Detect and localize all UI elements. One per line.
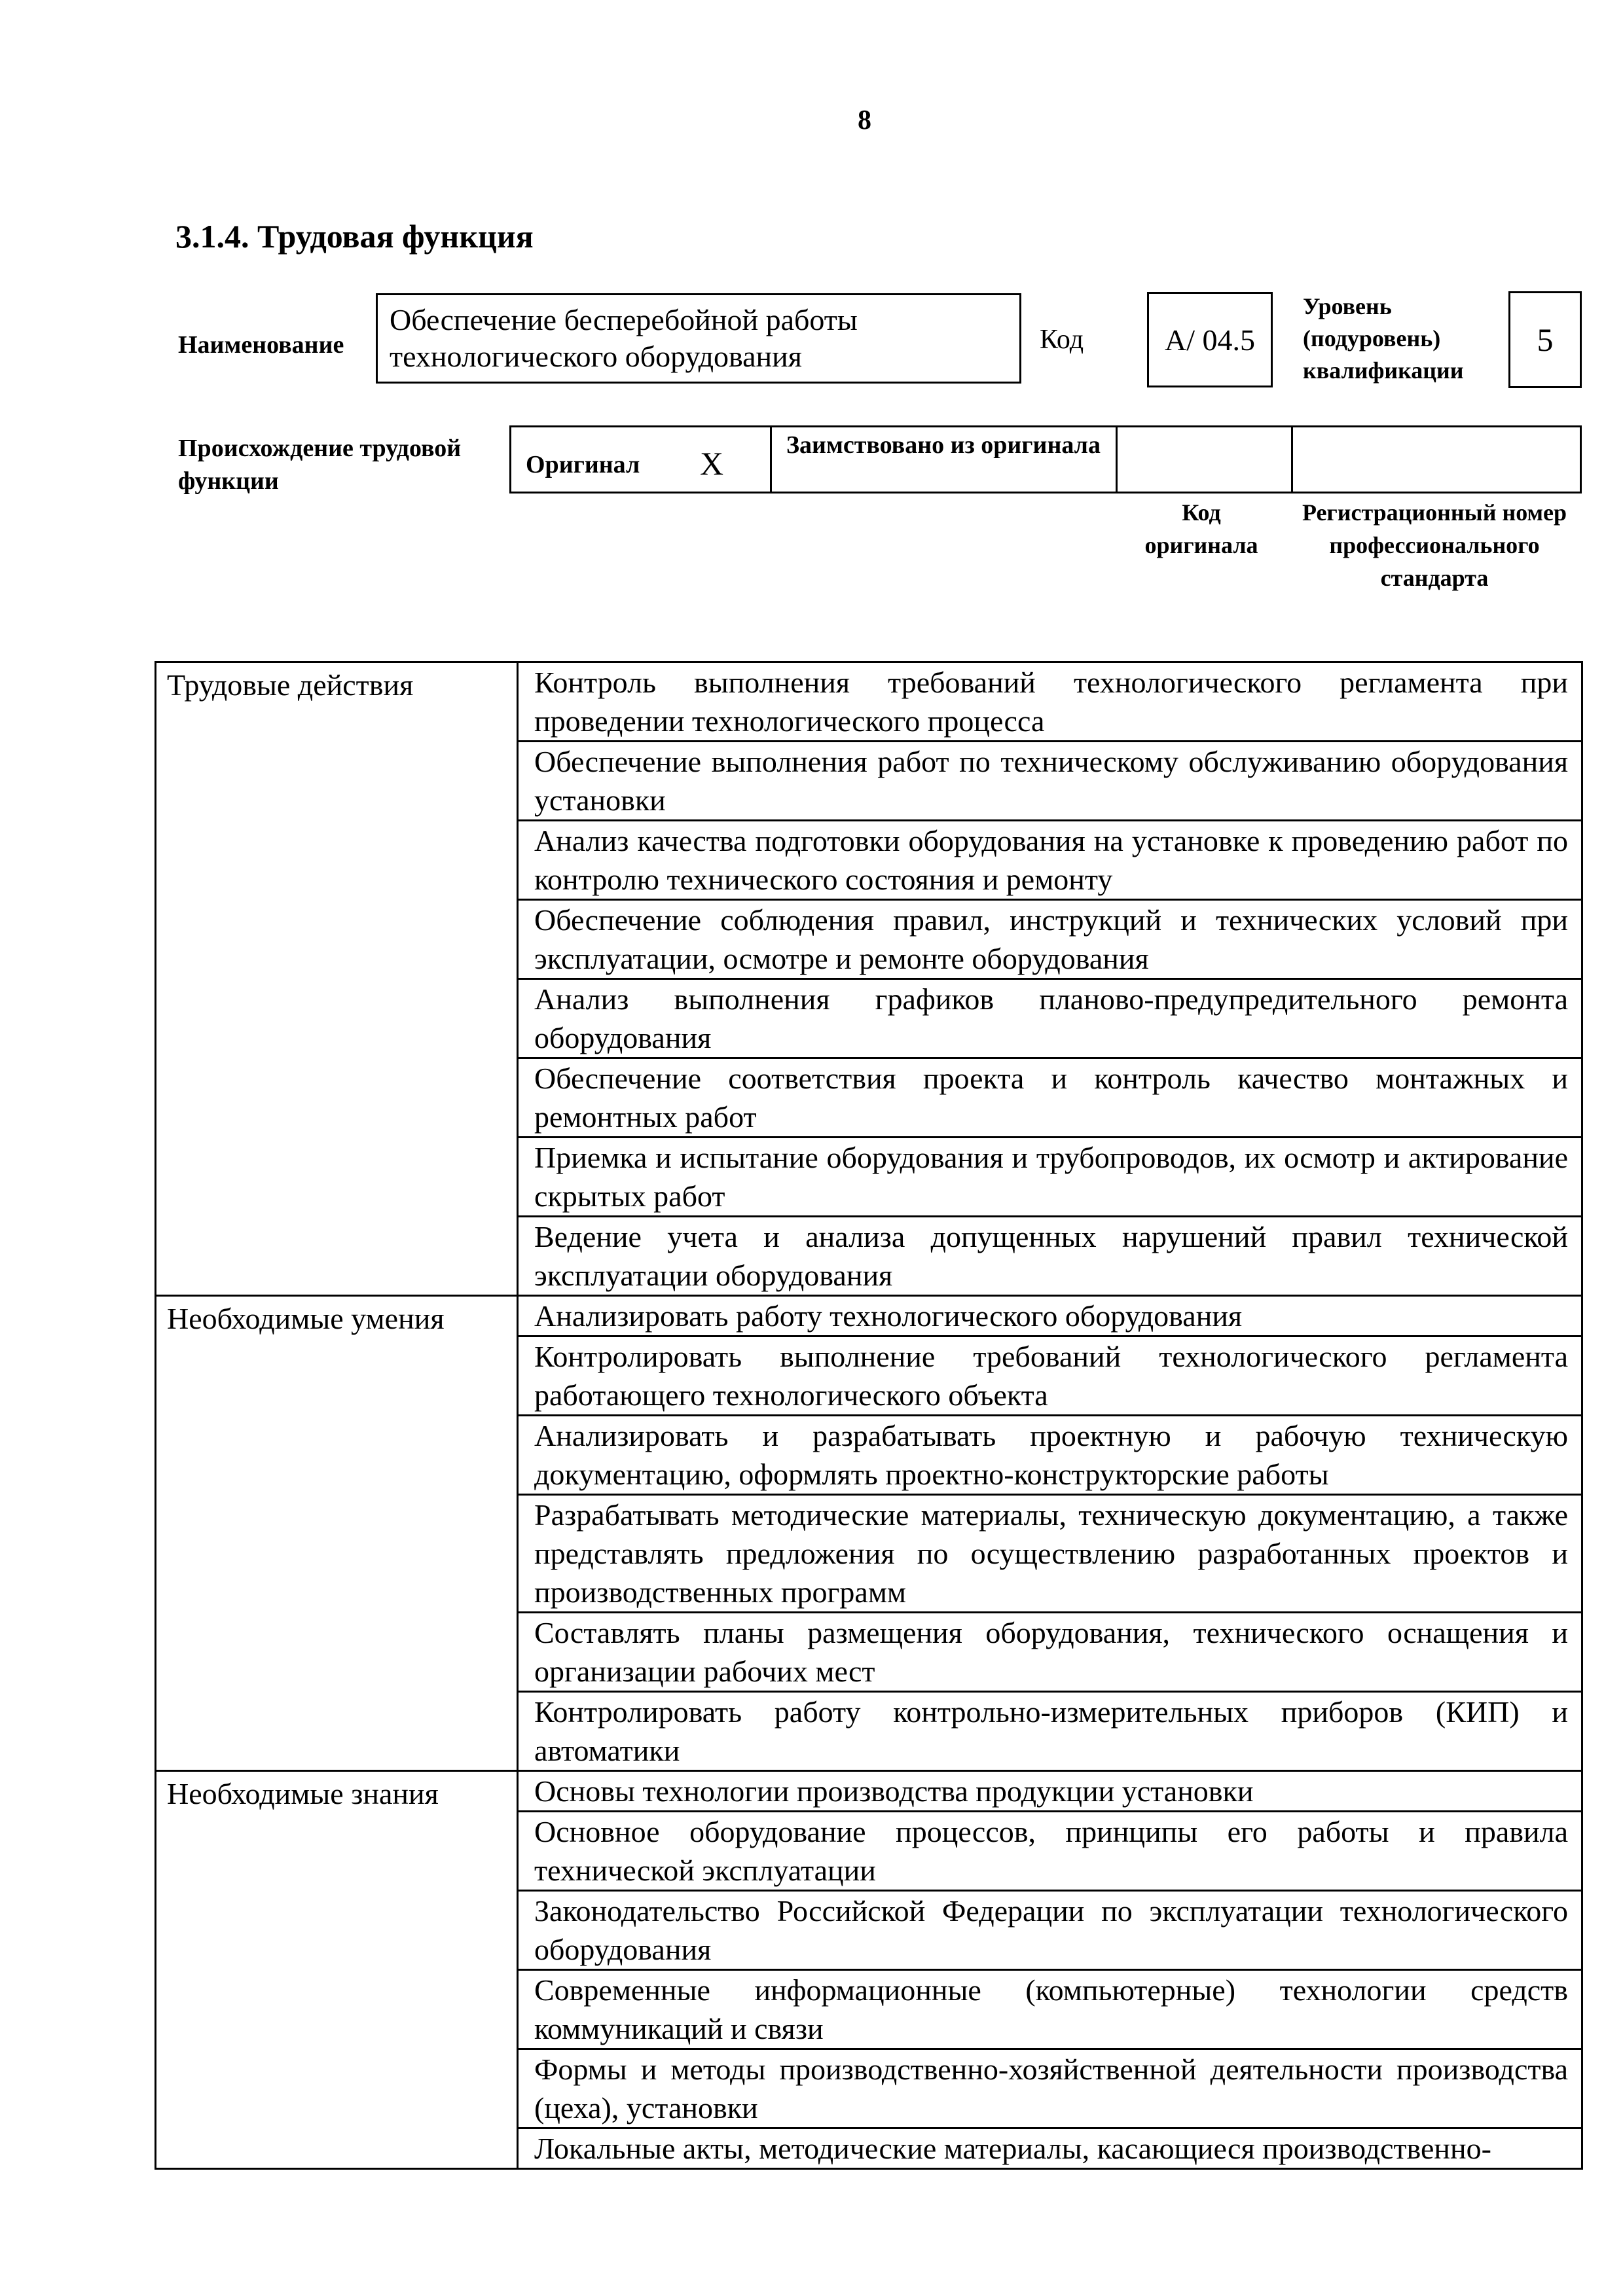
- section-item: Обеспечение соответствия проекта и контроль качество монтажных и ремонтных работ: [518, 1058, 1582, 1138]
- section-item: Контролировать работу контрольно-измерительных приборов (КИП) и автоматики: [518, 1692, 1582, 1771]
- table-row: [156, 662, 1582, 742]
- table-row: [156, 1296, 1582, 1336]
- section-item: Составлять планы размещения оборудования, технического оснащения и организации рабочих мест: [518, 1613, 1582, 1692]
- section-item: Контроль выполнения требований технологического регламента при проведении технологического процесса: [518, 662, 1582, 742]
- reg-number-cell: [1293, 427, 1580, 492]
- code-value: А/ 04.5: [1147, 292, 1273, 387]
- section-item: Основное оборудование процессов, принципы его работы и правила технической эксплуатации: [518, 1812, 1582, 1891]
- section-item: Законодательство Российской Федерации по эксплуатации технологического оборудования: [518, 1891, 1582, 1970]
- origin-table: [509, 425, 1582, 493]
- section-item: Приемка и испытание оборудования и трубопроводов, их осмотр и актирование скрытых работ: [518, 1138, 1582, 1217]
- section-category: Необходимые знания: [156, 1771, 518, 2169]
- section-item: Обеспечение выполнения работ по техническому обслуживанию оборудования установки: [518, 742, 1582, 821]
- section-item: Обеспечение соблюдения правил, инструкций и технических условий при эксплуатации, осмотре и ремонте оборудования: [518, 900, 1582, 979]
- table-row: [156, 1771, 1582, 1812]
- section-category: Необходимые умения: [156, 1296, 518, 1771]
- section-title: 3.1.4. Трудовая функция: [175, 218, 534, 255]
- page-number: 8: [858, 105, 871, 135]
- name-label: Наименование: [178, 331, 344, 359]
- section-item: Локальные акты, методические материалы, касающиеся производственно-: [518, 2128, 1582, 2169]
- section-item: Анализировать работу технологического оборудования: [518, 1296, 1582, 1336]
- original-label: Оригинал: [526, 451, 640, 478]
- section-item: Формы и методы производственно-хозяйственной деятельности производства (цеха), установки: [518, 2049, 1582, 2128]
- level-label-text: Уровень (подуровень) квалификации: [1303, 293, 1464, 384]
- section-item: Разрабатывать методические материалы, техническую документацию, а также представлять предложения по осуществлению разработанных проектов и производственных программ: [518, 1495, 1582, 1613]
- original-mark: X: [700, 445, 724, 482]
- labor-function-table: [155, 661, 1583, 2170]
- origin-label-text: Происхождение трудовой функции: [178, 435, 462, 495]
- code-caption: Код оригинала: [1144, 499, 1258, 558]
- section-item: Анализировать и разрабатывать проектную и рабочую техническую документацию, оформлять проектно-конструкторские работы: [518, 1416, 1582, 1495]
- reg-caption: Регистрационный номер профессионального стандарта: [1302, 499, 1567, 591]
- origin-original-cell: [511, 427, 772, 492]
- section-item: Анализ выполнения графиков планово-предупредительного ремонта оборудования: [518, 979, 1582, 1058]
- section-item: Современные информационные (компьютерные) технологии средств коммуникаций и связи: [518, 1970, 1582, 2049]
- code-label: Код: [1040, 325, 1084, 355]
- level-label: [1303, 291, 1480, 387]
- name-value: Обеспечение бесперебойной работы технологического оборудования: [376, 293, 1021, 384]
- borrowed-label: Заимствовано из оригинала: [772, 427, 1118, 492]
- level-value: 5: [1508, 291, 1582, 388]
- section-item: Контролировать выполнение требований технологического регламента работающего технологического объекта: [518, 1336, 1582, 1416]
- section-item: Основы технологии производства продукции установки: [518, 1771, 1582, 1812]
- section-item: Ведение учета и анализа допущенных нарушений правил технической эксплуатации оборудования: [518, 1217, 1582, 1296]
- origin-label: [178, 432, 505, 497]
- original-code-cell: [1118, 427, 1293, 492]
- section-category: Трудовые действия: [156, 662, 518, 1296]
- section-item: Анализ качества подготовки оборудования на установке к проведению работ по контролю технического состояния и ремонту: [518, 821, 1582, 900]
